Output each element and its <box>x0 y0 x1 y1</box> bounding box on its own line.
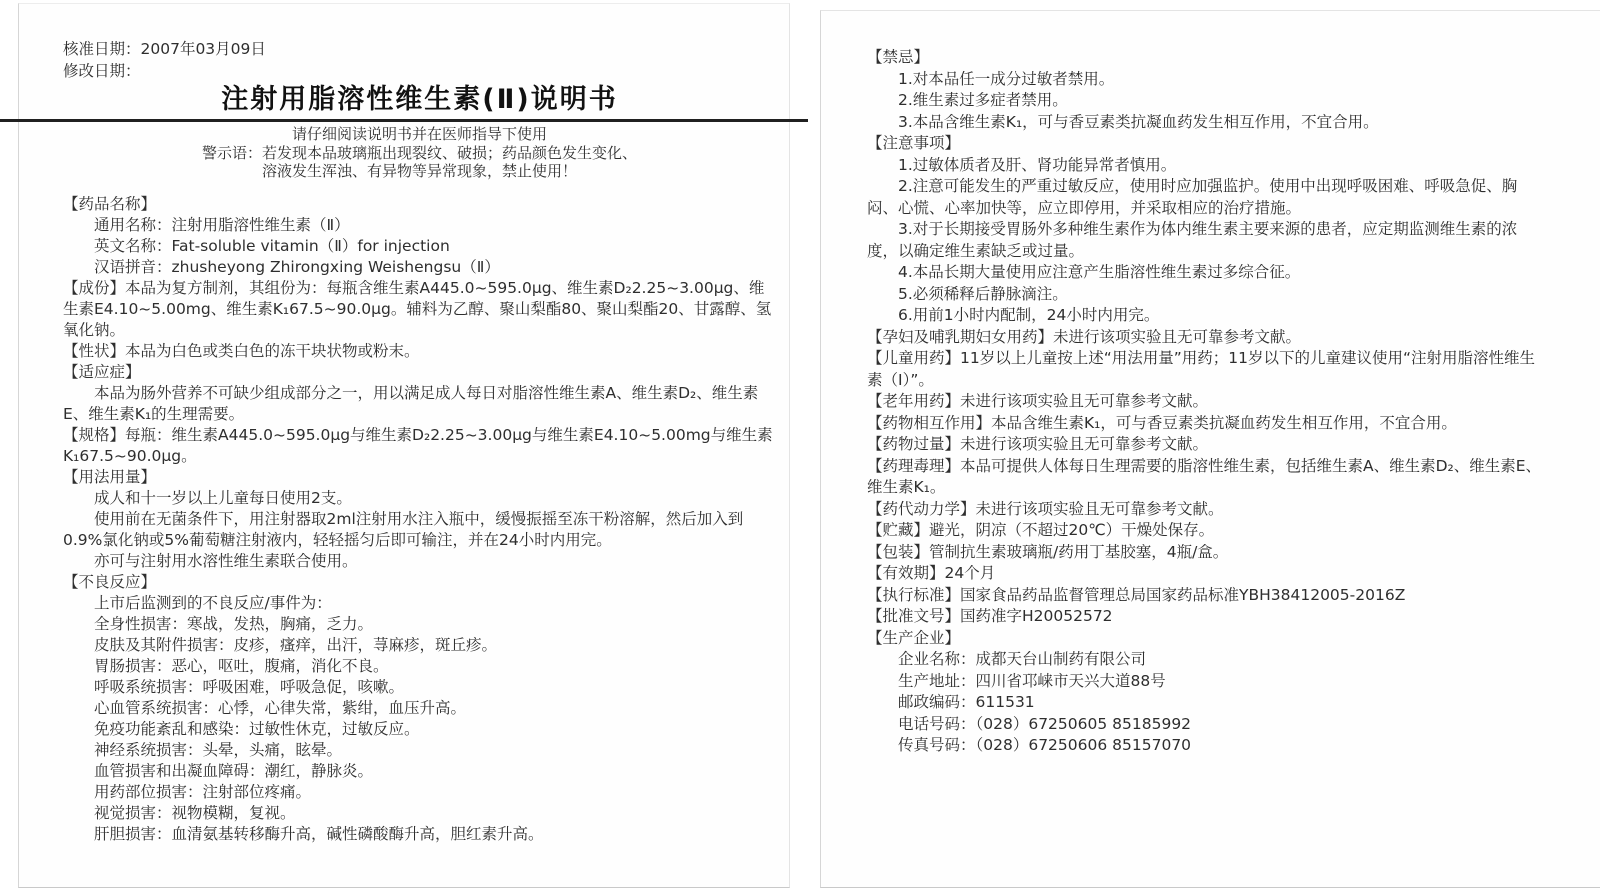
doc-line: 【注意事项】 <box>867 134 961 152</box>
doc-line: 【药物过量】未进行该项实验且无可靠参考文献。 <box>867 435 1209 453</box>
doc-line: 【包装】管制抗生素玻璃瓶/药用丁基胶塞，4瓶/盒。 <box>867 542 1229 561</box>
doc-line: 英文名称：Fat-soluble vitamin（Ⅱ）for injection <box>94 236 450 255</box>
doc-line: 【老年用药】未进行该项实验且无可靠参考文献。 <box>867 392 1209 410</box>
doc-line: 【药物相互作用】本品含维生素K₁，可与香豆素类抗凝血药发生相互作用，不宜合用。 <box>867 413 1457 432</box>
doc-line: 呼吸系统损害：呼吸困难，呼吸急促，咳嗽。 <box>94 677 405 696</box>
doc-line: 【规格】每瓶：维生素A445.0~595.0μg与维生素D₂2.25~3.00μg与维生素E4.10~5.00mg与维生素K₁67.5~90.0μg。 <box>63 425 773 465</box>
doc-line: 传真号码：（028）67250606 85157070 <box>898 736 1192 754</box>
notice-block <box>63 125 776 181</box>
doc-line: 【药代动力学】未进行该项实验且无可靠参考文献。 <box>867 499 1224 518</box>
doc-line: 胃肠损害：恶心，呕吐，腹痛，消化不良。 <box>94 656 389 675</box>
doc-line: 通用名称：注射用脂溶性维生素（Ⅱ） <box>94 215 350 234</box>
doc-line: 【成份】本品为复方制剂，其组份为：每瓶含维生素A445.0~595.0μg、维生素D₂2.25~3.00μg、维生素E4.10~5.00mg、维生素K₁67.5~90.0μg。辅料为乙醇、聚山梨酯80、聚山梨酯20、甘露醇、氢氧化钠。 <box>63 278 772 339</box>
doc-line: 成人和十一岁以上儿童每日使用2支。 <box>94 488 352 507</box>
doc-line: 血管损害和出凝血障碍：潮红，静脉炎。 <box>94 761 374 780</box>
title-underline-rule <box>0 119 808 122</box>
doc-line: 汉语拼音：zhusheyong Zhirongxing Weishengsu（Ⅱ） <box>94 257 500 276</box>
doc-line: 生产地址：四川省邛崃市天兴大道88号 <box>898 671 1166 690</box>
approval-date: 核准日期：2007年03月09日 <box>63 40 266 58</box>
doc-line: 【执行标准】国家食品药品监督管理总局国家药品标准YBH38412005-2016Z <box>867 585 1406 604</box>
doc-line: 1.对本品任一成分过敏者禁用。 <box>898 69 1115 88</box>
doc-line: 神经系统损害：头晕，头痛，眩晕。 <box>94 740 343 759</box>
doc-line: 2.注意可能发生的严重过敏反应，使用时应加强监护。使用中出现呼吸困难、呼吸急促、胸闷、心慌、心率加快等，应立即停用，并采取相应的治疗措施。 <box>867 177 1518 217</box>
right-page-sections <box>867 47 1546 757</box>
doc-line: 【药理毒理】本品可提供人体每日生理需要的脂溶性维生素，包括维生素A、维生素D₂、维生素E、维生素K₁。 <box>867 456 1542 496</box>
doc-line: 电话号码：（028）67250605 85185992 <box>898 714 1192 733</box>
doc-line: 亦可与注射用水溶性维生素联合使用。 <box>94 551 358 570</box>
leaflet-page-1 <box>18 3 790 888</box>
doc-line: 警示语：若发现本品玻璃瓶出现裂纹、破损；药品颜色发生变化、 <box>201 143 637 162</box>
doc-line: 【不良反应】 <box>63 572 157 591</box>
doc-line: 心血管系统损害：心悸，心律失常，紫绀，血压升高。 <box>94 698 467 717</box>
doc-line: 1.过敏体质者及肝、肾功能异常者慎用。 <box>898 155 1177 174</box>
page-title: 注射用脂溶性维生素(Ⅱ)说明书 <box>221 84 618 115</box>
doc-line: 溶液发生浑浊、有异物等异常现象，禁止使用！ <box>261 162 577 180</box>
doc-line: 6.用前1小时内配制，24小时内用完。 <box>898 306 1160 324</box>
doc-line: 4.本品长期大量使用应注意产生脂溶性维生素过多综合征。 <box>898 263 1301 281</box>
read-notice: 请仔细阅读说明书并在医师指导下使用 <box>291 125 547 143</box>
doc-line: 用药部位损害：注射部位疼痛。 <box>94 782 312 801</box>
doc-line: 5.必须稀释后静脉滴注。 <box>898 284 1068 303</box>
doc-line: 【性状】本品为白色或类白色的冻干块状物或粉末。 <box>63 341 420 360</box>
revision-date: 修改日期： <box>63 62 141 80</box>
doc-line: 企业名称：成都天台山制药有限公司 <box>898 650 1147 668</box>
doc-line: 2.维生素过多症者禁用。 <box>898 91 1068 109</box>
doc-line: 肝胆损害：血清氨基转移酶升高，碱性磷酸酶升高，胆红素升高。 <box>94 824 544 843</box>
doc-line: 【批准文号】国药准字H20052572 <box>867 607 1113 625</box>
doc-line: 【适应症】 <box>63 362 141 381</box>
warning-lines <box>63 144 776 181</box>
doc-line: 全身性损害：寒战，发热，胸痛，乏力。 <box>94 614 374 633</box>
left-page-sections <box>63 194 776 845</box>
doc-line: 【有效期】24个月 <box>867 564 996 582</box>
doc-line: 【禁忌】 <box>867 48 930 66</box>
doc-line: 皮肤及其附件损害：皮疹，瘙痒，出汗，荨麻疹，斑丘疹。 <box>94 635 498 654</box>
doc-line: 使用前在无菌条件下，用注射器取2ml注射用水注入瓶中，缓慢振摇至冻干粉溶解，然后加入到0.9%氯化钠或5%葡萄糖注射液内，轻轻摇匀后即可输注，并在24小时内用完。 <box>63 509 744 549</box>
doc-line: 【药品名称】 <box>63 194 157 213</box>
doc-line: 【儿童用药】11岁以上儿童按上述“用法用量”用药；11岁以下的儿童建议使用“注射用脂溶性维生素（Ⅰ）”。 <box>867 349 1536 389</box>
doc-line: 3.本品含维生素K₁，可与香豆素类抗凝血药发生相互作用，不宜合用。 <box>898 112 1379 131</box>
doc-line: 免疫功能紊乱和感染：过敏性休克，过敏反应。 <box>94 719 420 738</box>
leaflet-page-2 <box>820 10 1600 888</box>
doc-line: 本品为肠外营养不可缺少组成部分之一，用以满足成人每日对脂溶性维生素A、维生素D₂、维生素E、维生素K₁的生理需要。 <box>63 383 759 423</box>
doc-line: 【孕妇及哺乳期妇女用药】未进行该项实验且无可靠参考文献。 <box>867 327 1302 346</box>
doc-line: 【贮藏】避光，阴凉（不超过20℃）干燥处保存。 <box>867 521 1215 539</box>
doc-line: 【生产企业】 <box>867 628 961 647</box>
doc-line: 视觉损害：视物模糊，复视。 <box>94 803 296 822</box>
doc-line: 邮政编码：611531 <box>898 693 1035 711</box>
doc-line: 3.对于长期接受胃肠外多种维生素作为体内维生素主要来源的患者，应定期监测维生素的浓度，以确定维生素缺乏或过量。 <box>867 220 1518 260</box>
doc-line: 上市后监测到的不良反应/事件为： <box>94 593 332 612</box>
doc-line: 【用法用量】 <box>63 467 157 486</box>
